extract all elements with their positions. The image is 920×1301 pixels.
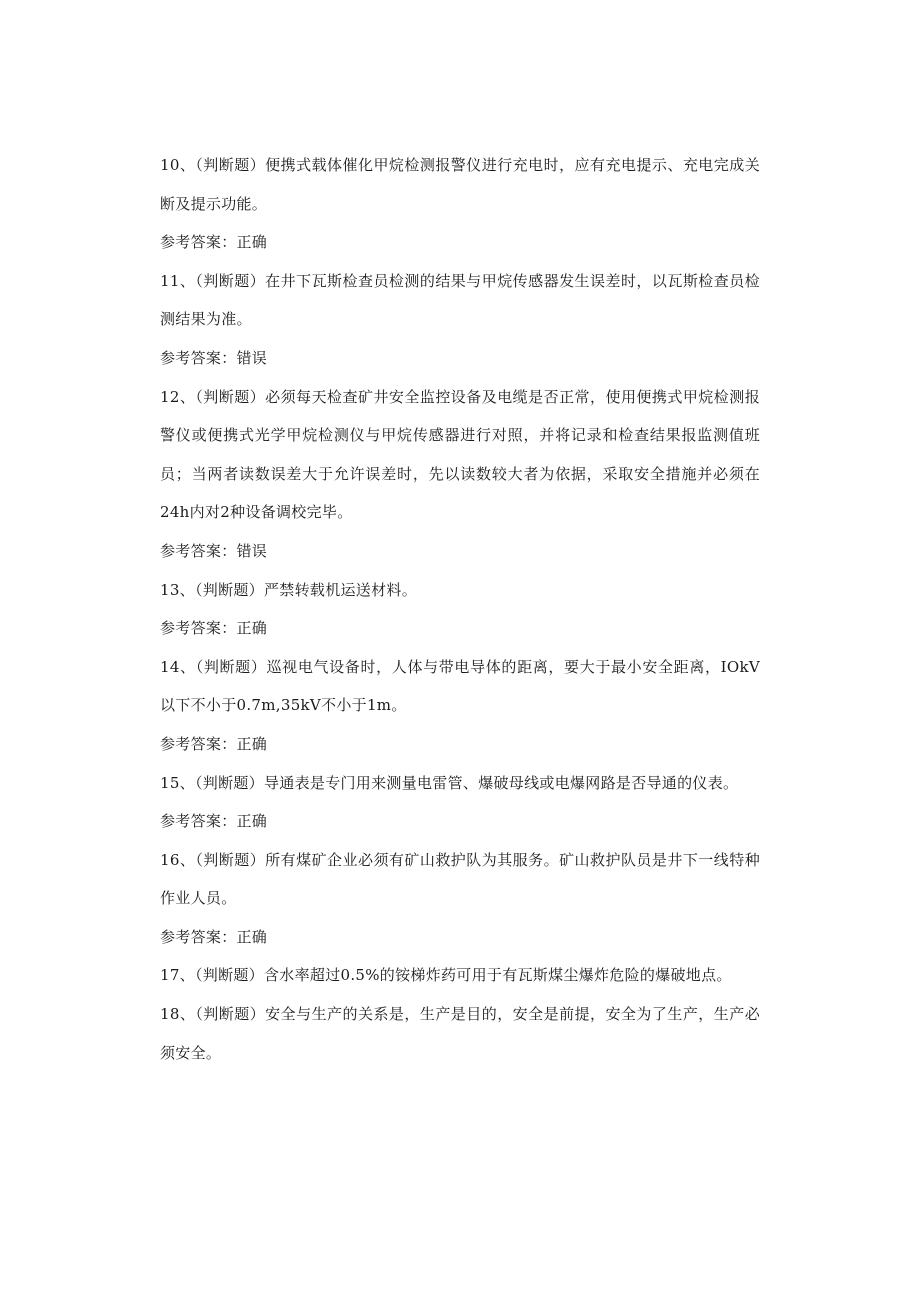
answer-13: 参考答案：正确 <box>160 619 268 638</box>
answer-16: 参考答案：正确 <box>160 927 268 946</box>
answer-12: 参考答案：错误 <box>160 541 268 560</box>
question-18: 18、（判断题）安全与生产的关系是，生产是目的，安全是前提，安全为了生产，生产必须安全。 <box>160 1005 760 1062</box>
answer-15: 参考答案：正确 <box>160 812 268 831</box>
question-14: 14、（判断题）巡视电气设备时，人体与带电导体的距离，要大于最小安全距离，IOkV以下不小于0.7m,35kV不小于1m。 <box>160 657 760 715</box>
question-10: 10、（判断题）便携式载体催化甲烷检测报警仪进行充电时，应有充电提示、充电完成关断及提示功能。 <box>160 156 760 213</box>
question-15: 15、（判断题）导通表是专门用来测量电雷管、爆破母线或电爆网路是否导通的仪表。 <box>160 773 739 792</box>
question-13: 13、（判断题）严禁转载机运送材料。 <box>160 580 417 599</box>
answer-14: 参考答案：正确 <box>160 734 268 753</box>
answer-10: 参考答案：正确 <box>160 233 268 252</box>
document-page <box>160 146 760 1072</box>
question-12: 12、（判断题）必须每天检查矿井安全监控设备及电缆是否正常，使用便携式甲烷检测报警仪或便携式光学甲烷检测仪与甲烷传感器进行对照，并将记录和检查结果报监测值班员；当两者读数误差大于允许误差时，先以读数较大者为依据，采取安全措施并必须在24h内对2种设备调校完毕。 <box>160 387 760 522</box>
answer-11: 参考答案：错误 <box>160 348 268 367</box>
question-11: 11、（判断题）在井下瓦斯检查员检测的结果与甲烷传感器发生误差时，以瓦斯检查员检测结果为准。 <box>160 271 760 329</box>
question-16: 16、（判断题）所有煤矿企业必须有矿山救护队为其服务。矿山救护队员是井下一线特种作业人员。 <box>160 850 760 908</box>
question-17: 17、（判断题）含水率超过0.5%的铵梯炸药可用于有瓦斯煤尘爆炸危险的爆破地点。 <box>160 966 732 985</box>
